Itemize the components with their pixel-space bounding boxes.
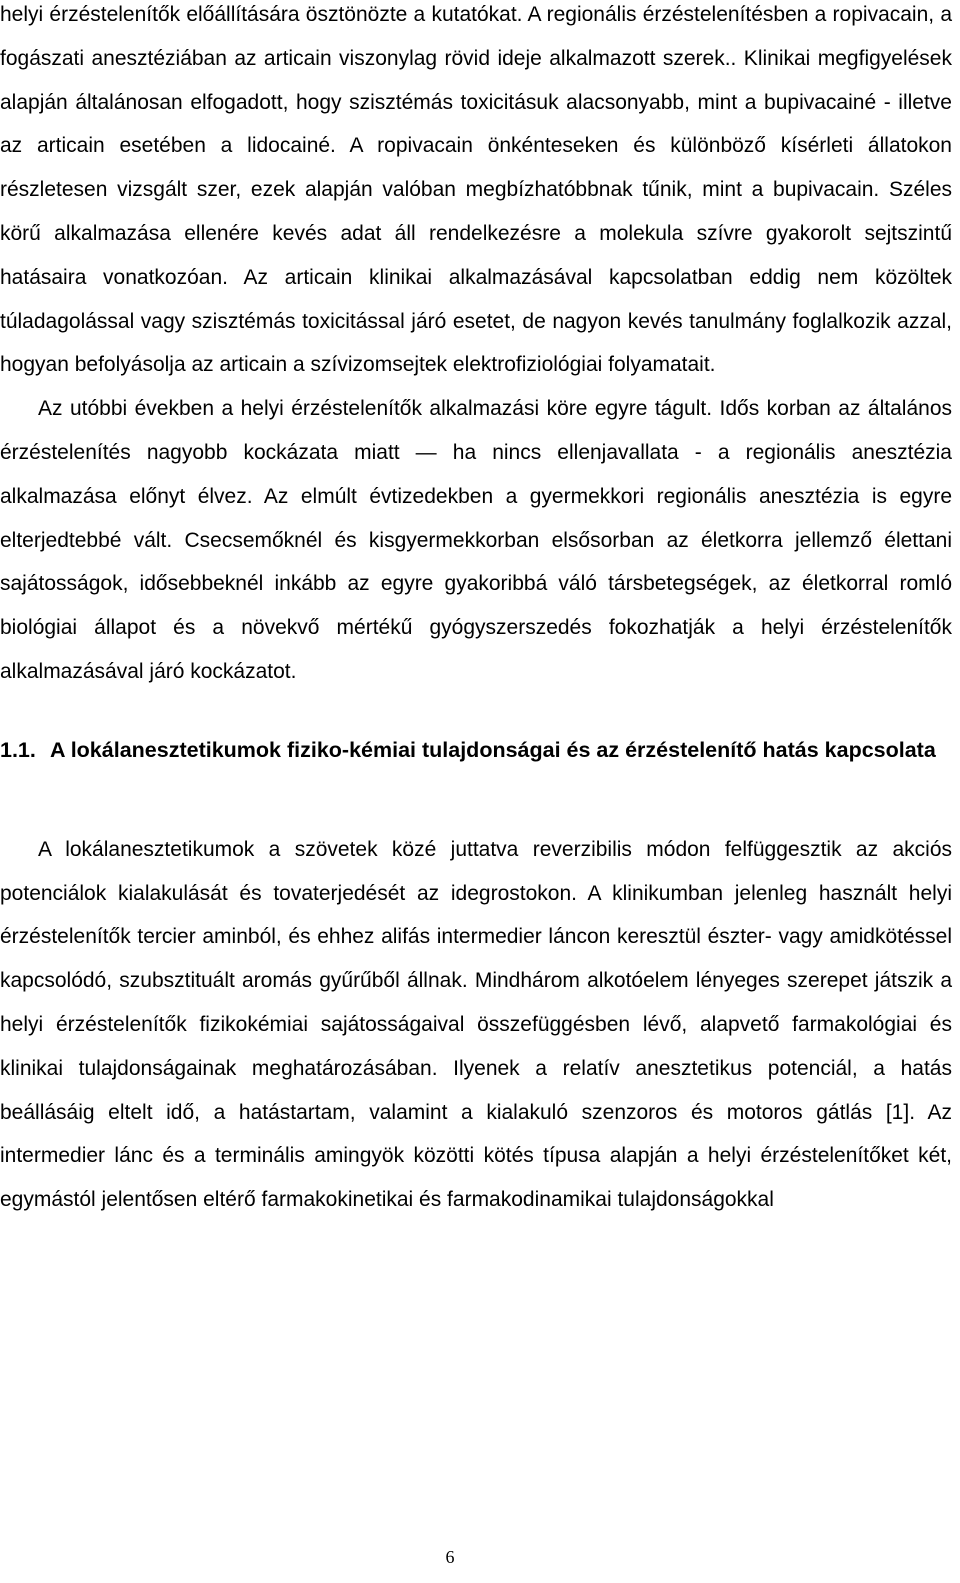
body-paragraph-age-groups: Az utóbbi években a helyi érzéstelenítők alkalmazási köre egyre tágult. Idős korban az általános érzéstelenítés nagyobb kockázata miatt — ha nincs ellenjavallata - a regionális anesztézia alkalmazása előnyt élvez. Az elmúlt évtizedekben a gyermekkori regionális anesztézia is egyre elterjedtebbé vált. Csecsemőknél és kisgyermekkorban elsősorban az életkorra jellemző élettani sajátosságok, idősebbeknél inkább az egyre gyakoribbá váló társbetegségek, az életkorral romló biológiai állapot és a növekvő mértékű gyógyszerszedés fokozhatják a helyi érzéstelenítők alkalmazásával járó kockázatot. xyxy=(0,397,952,683)
page-number: 6 xyxy=(445,1547,455,1567)
body-paragraph-local-anesthetics: A lokálanesztetikumok a szövetek közé juttatva reverzibilis módon felfüggesztik az akciós potenciálok kialakulását és tovaterjedését az idegrostokon. A klinikumban jelenleg használt helyi érzéstelenítők tercier aminból, és ehhez alifás intermedier láncon keresztül észter- vagy amidkötéssel kapcsolódó, szubsztituált aromás gyűrűből állnak. Mindhárom alkotóelem lényeges szerepet játszik a helyi érzéstelenítők fizikokémiai sajátosságaival összefüggésben lévő, alapvető farmakológiai és klinikai tulajdonságainak meghatározásában. Ilyenek a relatív anesztetikus potenciál, a hatás beállásáig eltelt idő, a hatástartam, valamint a kialakuló szenzoros és motoros gátlás [1]. Az intermedier lánc és a terminális amingyök közötti kötés típusa alapján a helyi érzéstelenítőket két, egymástól jelentősen eltérő farmakokinetikai és farmakodinamikai tulajdonságokkal xyxy=(0,837,952,1212)
body-paragraph-continued: helyi érzéstelenítők előállítására ösztönözte a kutatókat. A regionális érzéstelenítésben a ropivacain, a fogászati anesztéziában az articain viszonylag rövid ideje alkalmazott szerek.. Klinikai megfigyelések alapján általánosan elfogadott, hogy szisztémás toxicitásuk alacsonyabb, mint a bupivacainé - illetve az articain esetében a lidocainé. A ropivacain önkénteseken és különböző kísérleti állatokon részletesen vizsgált szer, ezek alapján valóban megbízhatóbbnak tűnik, mint a bupivacain. Széles körű alkalmazása ellenére kevés adat áll rendelkezésre a molekula szívre gyakorolt sejtszintű hatásaira vonatkozóan. Az articain klinikai alkalmazásával kapcsolatban eddig nem közöltek túladagolással vagy szisztémás toxicitással járó esetet, de nagyon kevés tanulmány foglalkozik azzal, hogyan befolyásolja az articain a szívizomsejtek elektrofiziológiai folyamatait. xyxy=(0,3,952,377)
section-number: 1.1. xyxy=(0,737,36,762)
section-heading xyxy=(0,728,952,773)
section-title: A lokálanesztetikumok fiziko-kémiai tulajdonságai és az érzéstelenítő hatás kapcsolata xyxy=(50,737,936,762)
